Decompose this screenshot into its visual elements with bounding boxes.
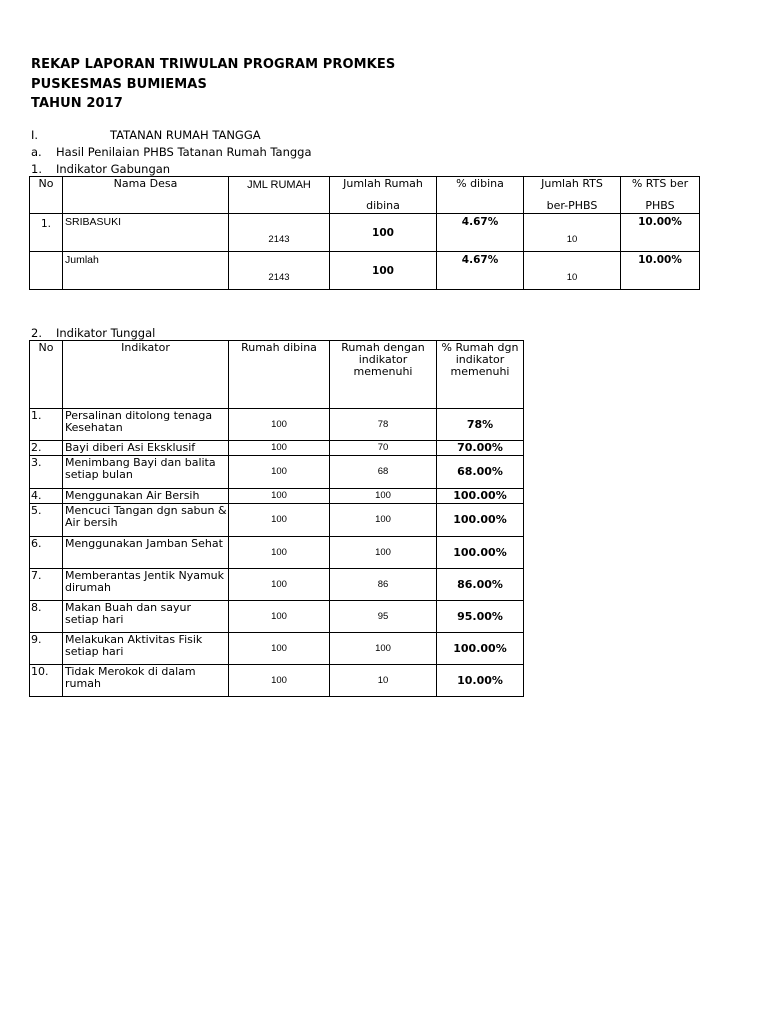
row-pct-rts: 10.00% <box>621 252 700 290</box>
row-indikator: Memberantas Jentik Nyamuk dirumah <box>63 569 229 601</box>
row-pct-memenuhi: 70.00% <box>437 441 524 456</box>
row-desa: Jumlah <box>63 252 229 290</box>
row-no: 5. <box>30 504 63 537</box>
section-title: TATANAN RUMAH TANGGA <box>110 128 261 142</box>
row-pct-memenuhi: 100.00% <box>437 504 524 537</box>
report-year: TAHUN 2017 <box>31 96 123 111</box>
table-row-total <box>30 252 700 290</box>
indikator-tunggal-number: 2. <box>31 326 42 340</box>
table-row <box>30 409 524 441</box>
col-header-pct-dibina: % dibina <box>437 177 524 214</box>
row-pct-memenuhi: 100.00% <box>437 537 524 569</box>
row-no: 3. <box>30 456 63 489</box>
row-no: 2. <box>30 441 63 456</box>
indikator-gabungan-table <box>29 176 700 290</box>
row-rumah-dibina: 100 <box>229 665 330 697</box>
table-header-row <box>30 177 700 214</box>
row-no: 1. <box>30 409 63 441</box>
row-rumah-dibina: 100 <box>229 409 330 441</box>
row-pct-memenuhi: 10.00% <box>437 665 524 697</box>
row-no <box>30 252 63 290</box>
row-pct-memenuhi: 68.00% <box>437 456 524 489</box>
row-jml-rumah: 2143 <box>229 214 330 252</box>
table-row <box>30 569 524 601</box>
row-pct-memenuhi: 95.00% <box>437 601 524 633</box>
col-header-jml-rumah: JML RUMAH <box>229 177 330 214</box>
indikator-gabungan-number: 1. <box>31 162 42 176</box>
row-no: 4. <box>30 489 63 504</box>
row-rumah-memenuhi: 100 <box>330 504 437 537</box>
table-row <box>30 504 524 537</box>
row-indikator: Persalinan ditolong tenaga Kesehatan <box>63 409 229 441</box>
row-rumah-memenuhi: 68 <box>330 456 437 489</box>
row-jml-rumah: 2143 <box>229 252 330 290</box>
table-header-row <box>30 341 524 409</box>
col-header-no: No <box>30 341 63 409</box>
row-rumah-dibina: 100 <box>229 569 330 601</box>
row-indikator: Bayi diberi Asi Eksklusif <box>63 441 229 456</box>
table-row <box>30 537 524 569</box>
row-indikator: Menimbang Bayi dan balita setiap bulan <box>63 456 229 489</box>
row-rumah-memenuhi: 86 <box>330 569 437 601</box>
row-rumah-dibina: 100 <box>229 504 330 537</box>
row-indikator: Makan Buah dan sayur setiap hari <box>63 601 229 633</box>
col-header-rumah-dibina: Rumah dibina <box>229 341 330 409</box>
row-rumah-dibina: 100 <box>229 489 330 504</box>
subsection-a-number: a. <box>31 145 42 159</box>
puskesmas-name: PUSKESMAS BUMIEMAS <box>31 77 207 92</box>
row-rumah-memenuhi: 100 <box>330 633 437 665</box>
subsection-a-title: Hasil Penilaian PHBS Tatanan Rumah Tangga <box>56 145 312 159</box>
indikator-gabungan-title: Indikator Gabungan <box>56 162 171 176</box>
row-rumah-dibina: 100 <box>229 633 330 665</box>
row-no: 8. <box>30 601 63 633</box>
row-rumah-memenuhi: 100 <box>330 489 437 504</box>
col-header-jumlah-rts: Jumlah RTS ber-PHBS <box>524 177 621 214</box>
indikator-tunggal-table <box>29 340 524 697</box>
table-row <box>30 456 524 489</box>
section-number: I. <box>31 128 39 142</box>
row-indikator: Menggunakan Air Bersih <box>63 489 229 504</box>
row-desa: SRIBASUKI <box>63 214 229 252</box>
row-pct-dibina: 4.67% <box>437 252 524 290</box>
row-pct-rts: 10.00% <box>621 214 700 252</box>
row-no: 9. <box>30 633 63 665</box>
row-indikator: Menggunakan Jamban Sehat <box>63 537 229 569</box>
table-row <box>30 489 524 504</box>
table-row <box>30 633 524 665</box>
row-pct-memenuhi: 100.00% <box>437 489 524 504</box>
row-no: 1. <box>30 214 63 252</box>
col-header-indikator: Indikator <box>63 341 229 409</box>
row-rumah-memenuhi: 100 <box>330 537 437 569</box>
col-header-jumlah-rumah-dibina: Jumlah Rumah dibina <box>330 177 437 214</box>
col-header-pct-memenuhi: % Rumah dgn indikator memenuhi <box>437 341 524 409</box>
row-pct-memenuhi: 86.00% <box>437 569 524 601</box>
row-pct-memenuhi: 78% <box>437 409 524 441</box>
row-pct-memenuhi: 100.00% <box>437 633 524 665</box>
row-no: 6. <box>30 537 63 569</box>
row-rumah-memenuhi: 70 <box>330 441 437 456</box>
col-header-rumah-memenuhi: Rumah dengan indikator memenuhi <box>330 341 437 409</box>
row-pct-dibina: 4.67% <box>437 214 524 252</box>
row-rumah-dibina: 100 <box>229 601 330 633</box>
row-no: 10. <box>30 665 63 697</box>
table-row <box>30 665 524 697</box>
row-dibina: 100 <box>330 252 437 290</box>
row-no: 7. <box>30 569 63 601</box>
row-rumah-memenuhi: 95 <box>330 601 437 633</box>
row-rts: 10 <box>524 252 621 290</box>
row-rumah-dibina: 100 <box>229 456 330 489</box>
col-header-nama-desa: Nama Desa <box>63 177 229 214</box>
report-title: REKAP LAPORAN TRIWULAN PROGRAM PROMKES <box>31 57 396 72</box>
table-row <box>30 214 700 252</box>
table-row <box>30 441 524 456</box>
indikator-tunggal-title: Indikator Tunggal <box>56 326 156 340</box>
table-row <box>30 601 524 633</box>
row-rumah-dibina: 100 <box>229 441 330 456</box>
row-dibina: 100 <box>330 214 437 252</box>
row-indikator: Melakukan Aktivitas Fisik setiap hari <box>63 633 229 665</box>
row-indikator: Mencuci Tangan dgn sabun & Air bersih <box>63 504 229 537</box>
col-header-pct-rts: % RTS ber PHBS <box>621 177 700 214</box>
row-rumah-memenuhi: 78 <box>330 409 437 441</box>
row-rumah-dibina: 100 <box>229 537 330 569</box>
row-rumah-memenuhi: 10 <box>330 665 437 697</box>
col-header-no: No <box>30 177 63 214</box>
row-indikator: Tidak Merokok di dalam rumah <box>63 665 229 697</box>
row-rts: 10 <box>524 214 621 252</box>
